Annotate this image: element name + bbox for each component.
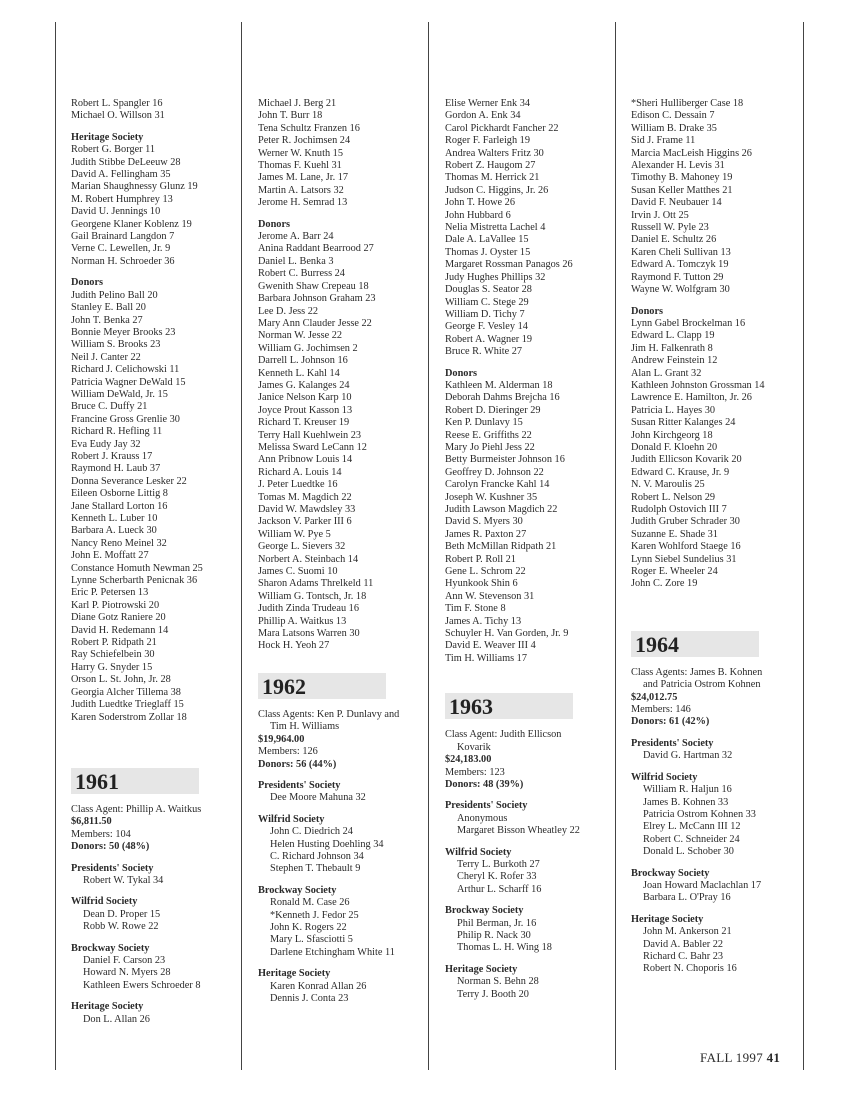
- donor-name: Kenneth L. Kahl 14: [258, 367, 340, 379]
- donor-name: Thomas L. H. Wing 18: [457, 942, 552, 954]
- donor-name: Betty Burmeister Johnson 16: [445, 454, 565, 466]
- donor-name: William W. Pye 5: [258, 528, 331, 540]
- donor-name: Mary Ann Clauder Jesse 22: [258, 317, 372, 329]
- page-number: 41: [766, 1050, 781, 1065]
- donor-name: Bruce C. Duffy 21: [71, 401, 148, 413]
- heritage-list: [445, 976, 580, 1001]
- donor-name: Patricia L. Hayes 30: [631, 404, 716, 416]
- donor-name: Geoffrey D. Johnson 22: [445, 466, 544, 478]
- donor-name: Dee Moore Mahuna 32: [270, 792, 366, 804]
- donor-name: Janice Nelson Karp 10: [258, 392, 352, 404]
- section-heading: Heritage Society: [71, 1001, 144, 1013]
- donor-name: Suzanne E. Shade 31: [631, 528, 718, 540]
- page-footer: [700, 1050, 780, 1066]
- class-agent: Class Agent: Judith Ellicson: [445, 729, 562, 741]
- donor-name: Daniel F. Carson 23: [83, 954, 166, 966]
- brockway-list: [631, 880, 765, 905]
- donor-name: Hock H. Yeoh 27: [258, 640, 330, 652]
- donor-name: William S. Brooks 23: [71, 339, 161, 351]
- donor-name: Sharon Adams Threlkeld 11: [258, 578, 374, 590]
- donor-name: James G. Kalanges 24: [258, 379, 350, 391]
- donor-name: Richard J. Celichowski 11: [71, 364, 180, 376]
- donor-name: Eric P. Petersen 13: [71, 587, 149, 599]
- wilfrid-list: [258, 826, 399, 876]
- donor-name: Jackson V. Parker III 6: [258, 516, 352, 528]
- donor-name: Roger E. Wheeler 24: [631, 566, 718, 578]
- section-heading: Donors: [631, 305, 664, 317]
- section-heading: Presidents' Society: [71, 862, 154, 874]
- donor-name: Darrell L. Johnson 16: [258, 355, 348, 367]
- donor-name: Robert J. Krauss 17: [71, 450, 153, 462]
- donor-name: Robert W. Tykal 34: [83, 874, 164, 886]
- section-heading: Presidents' Society: [445, 800, 528, 812]
- donor-name: Verne C. Lewellen, Jr. 9: [71, 243, 171, 255]
- donor-name: Lawrence E. Hamilton, Jr. 26: [631, 392, 752, 404]
- donor-name: Norman S. Behn 28: [457, 976, 539, 988]
- top-names-list: [71, 98, 203, 123]
- donors-count: Donors: 48 (39%): [445, 778, 524, 790]
- donor-name: David H. Redemann 14: [71, 624, 169, 636]
- donor-name: Andrew Feinstein 12: [631, 355, 718, 367]
- donor-name: Richard T. Kreuser 19: [258, 417, 350, 429]
- donor-name: Donna Severance Lesker 22: [71, 475, 187, 487]
- donor-name: James R. Paxton 27: [445, 528, 527, 540]
- donor-name: Terry L. Burkoth 27: [457, 858, 540, 870]
- donor-name: Dean D. Proper 15: [83, 908, 161, 920]
- donor-name: William B. Drake 35: [631, 122, 717, 134]
- heritage-list: [71, 144, 203, 268]
- column-3: [445, 98, 580, 1001]
- members-count: Members: 104: [71, 828, 131, 840]
- donor-name: Eileen Osborne Littig 8: [71, 488, 168, 500]
- donor-name: Neil J. Canter 22: [71, 351, 141, 363]
- class-agent: Class Agents: James B. Kohnen: [631, 666, 763, 678]
- donor-name: Helen Husting Doehling 34: [270, 838, 384, 850]
- donor-name: Margaret Rossman Panagos 26: [445, 259, 573, 271]
- column-rule-5: [803, 22, 804, 1070]
- donor-name: John T. Howe 26: [445, 197, 515, 209]
- donor-name: Joseph W. Kushner 35: [445, 491, 538, 503]
- donor-name: Thomas M. Herrick 21: [445, 172, 540, 184]
- donor-name: Beth McMillan Ridpath 21: [445, 541, 557, 553]
- year-banner: 1961: [71, 768, 199, 794]
- donor-name: Don L. Allan 26: [83, 1013, 150, 1025]
- class-agent-cont: Tim H. Williams: [270, 721, 340, 733]
- donor-name: Stephen T. Thebault 9: [270, 863, 361, 875]
- top-names-list: [445, 98, 580, 359]
- donor-name: Edward A. Tomczyk 19: [631, 259, 729, 271]
- brockway-list: [71, 955, 203, 992]
- donor-name: Thomas J. Oyster 15: [445, 246, 531, 258]
- donor-name: Patricia Wagner DeWald 15: [71, 376, 186, 388]
- donors-list: [445, 380, 580, 665]
- donor-name: Gene L. Schrom 22: [445, 566, 526, 578]
- donor-name: David A. Fellingham 35: [71, 169, 171, 181]
- donor-name: Nancy Reno Meinel 32: [71, 537, 167, 549]
- donor-name: Kathleen M. Alderman 18: [445, 379, 553, 391]
- donor-name: Judith Lawson Magdich 22: [445, 504, 558, 515]
- donor-name: Judith Gruber Schrader 30: [631, 516, 740, 528]
- donor-name: William G. Tontsch, Jr. 18: [258, 590, 367, 602]
- heritage-list: [631, 926, 765, 976]
- donor-name: Carol Pickhardt Fancher 22: [445, 122, 559, 134]
- donor-name: Judson C. Higgins, Jr. 26: [445, 184, 549, 196]
- donor-name: Robert C. Schneider 24: [643, 833, 740, 845]
- donor-name: John M. Ankerson 21: [643, 926, 732, 938]
- class-agent-cont: and Patricia Ostrom Kohnen: [643, 679, 761, 691]
- donor-name: Kenneth L. Luber 10: [71, 513, 158, 524]
- donor-name: Norman H. Schroeder 36: [71, 255, 175, 267]
- presidents-list: [258, 792, 399, 804]
- donor-name: Margaret Bisson Wheatley 22: [457, 825, 580, 837]
- donor-name: Melissa Sward LeCann 12: [258, 441, 367, 453]
- donor-name: C. Richard Johnson 34: [270, 850, 364, 862]
- donor-name: Roger F. Farleigh 19: [445, 135, 530, 147]
- class-agent: Class Agents: Ken P. Dunlavy and: [258, 708, 400, 720]
- donor-name: John K. Rogers 22: [270, 921, 347, 933]
- donor-name: Harry G. Snyder 15: [71, 661, 153, 673]
- donor-name: Douglas S. Seator 28: [445, 284, 532, 296]
- donor-name: Joyce Prout Kasson 13: [258, 404, 353, 416]
- donor-name: Lynn Gabel Brockelman 16: [631, 317, 746, 329]
- amount: $6,811.50: [71, 816, 112, 828]
- donor-name: Norbert A. Steinbach 14: [258, 553, 359, 565]
- donor-name: William G. Jochimsen 2: [258, 342, 358, 354]
- donor-name: Phillip A. Waitkus 13: [258, 615, 347, 627]
- donor-name: Edison C. Dessain 7: [631, 110, 715, 122]
- section-heading: Brockway Society: [445, 905, 524, 917]
- donor-name: Constance Homuth Newman 25: [71, 562, 203, 574]
- donor-name: Edward L. Clapp 19: [631, 330, 715, 342]
- donor-name: Peter R. Jochimsen 24: [258, 135, 351, 147]
- donor-name: Thomas F. Kuehl 31: [258, 160, 342, 172]
- donor-name: Karen Cheli Sullivan 13: [631, 246, 731, 258]
- top-names-list: [631, 98, 765, 297]
- donor-name: Reese E. Griffiths 22: [445, 429, 532, 441]
- members-count: Members: 146: [631, 704, 691, 716]
- donor-name: Karen Wohlford Staege 16: [631, 541, 741, 553]
- donor-name: Gordon A. Enk 34: [445, 110, 521, 122]
- donors-count: Donors: 61 (42%): [631, 716, 710, 728]
- donor-name: William DeWald, Jr. 15: [71, 388, 168, 400]
- donor-name: Kathleen Johnston Grossman 14: [631, 379, 765, 391]
- donor-name: Robb W. Rowe 22: [83, 921, 159, 933]
- donor-name: Lynne Scherbarth Penicnak 36: [71, 575, 198, 587]
- donor-name: Ann W. Stevenson 31: [445, 590, 535, 602]
- donor-name: Jim H. Falkenrath 8: [631, 342, 713, 354]
- donor-name: Carolyn Francke Kahl 14: [445, 479, 550, 491]
- donor-name: Ronald M. Case 26: [270, 897, 350, 909]
- donor-name: David G. Hartman 32: [643, 750, 733, 762]
- donor-name: Elrey L. McCann III 12: [643, 821, 741, 833]
- donor-name: Robert D. Dieringer 29: [445, 404, 541, 416]
- donor-name: Georgia Alcher Tillema 38: [71, 686, 181, 698]
- donor-name: Edward C. Krause, Jr. 9: [631, 466, 730, 478]
- donor-name: Dennis J. Conta 23: [270, 993, 349, 1004]
- donor-name: Elise Werner Enk 34: [445, 98, 531, 109]
- section-heading: Donors: [71, 277, 104, 289]
- section-heading: Presidents' Society: [631, 737, 714, 749]
- donor-name: Mara Latsons Warren 30: [258, 628, 360, 640]
- donor-name: Karen Soderstrom Zollar 18: [71, 711, 187, 723]
- donor-name: Robert L. Spangler 16: [71, 98, 163, 109]
- donor-name: Martin A. Latsors 32: [258, 184, 344, 196]
- donor-name: John E. Moffatt 27: [71, 550, 149, 562]
- donor-name: Marcia MacLeish Higgins 26: [631, 147, 752, 159]
- donor-name: Sid J. Frame 11: [631, 135, 696, 147]
- year-banner: 1964: [631, 631, 759, 657]
- donor-name: Lynn Siebel Sundelius 31: [631, 553, 737, 565]
- year-banner: 1962: [258, 673, 386, 699]
- section-heading: Wilfrid Society: [258, 813, 325, 825]
- section-heading: Wilfrid Society: [445, 846, 512, 858]
- brockway-list: [258, 897, 399, 959]
- donor-name: Jane Stallard Lorton 16: [71, 500, 168, 512]
- donor-name: Robert G. Borger 11: [71, 144, 156, 156]
- top-names-list: [258, 98, 399, 210]
- donors-list: [258, 231, 399, 653]
- donor-name: Hyunkook Shin 6: [445, 578, 518, 590]
- donor-name: *Kenneth J. Fedor 25: [270, 909, 359, 921]
- wilfrid-list: [631, 784, 765, 858]
- donor-name: James C. Suomi 10: [258, 566, 338, 578]
- donor-name: Bruce R. White 27: [445, 346, 523, 358]
- donor-name: Donald L. Schober 30: [643, 846, 734, 858]
- section-heading: Wilfrid Society: [631, 771, 698, 783]
- donor-name: Bonnie Meyer Brooks 23: [71, 326, 176, 338]
- donor-name: George F. Vesley 14: [445, 321, 528, 333]
- donor-name: William R. Haljun 16: [643, 784, 732, 796]
- donor-name: Gwenith Shaw Crepeau 18: [258, 280, 369, 292]
- donor-name: Orson L. St. John, Jr. 28: [71, 674, 171, 686]
- donor-name: John Hubbard 6: [445, 209, 511, 221]
- donor-name: Judith Zinda Trudeau 16: [258, 603, 359, 615]
- donor-name: Eva Eudy Jay 32: [71, 438, 141, 450]
- donor-name: Lee D. Jess 22: [258, 305, 319, 317]
- donor-name: Barbara L. O'Pray 16: [643, 892, 731, 904]
- donor-name: Ann Pribnow Louis 14: [258, 454, 353, 466]
- donor-name: Andrea Walters Fritz 30: [445, 147, 544, 159]
- members-count: Members: 123: [445, 766, 505, 778]
- donor-name: Karen Konrad Allan 26: [270, 980, 367, 992]
- donor-name: Tim F. Stone 8: [445, 603, 506, 615]
- section-heading: Heritage Society: [258, 968, 331, 980]
- donor-name: Werner W. Knuth 15: [258, 147, 343, 159]
- donor-name: David S. Myers 30: [445, 516, 523, 528]
- section-heading: Presidents' Society: [258, 779, 341, 791]
- donor-name: Judith Pelino Ball 20: [71, 289, 158, 301]
- column-rule-4: [615, 22, 616, 1070]
- donor-name: David A. Babler 22: [643, 938, 724, 950]
- donor-name: Judith Stibbe DeLeeuw 28: [71, 156, 181, 168]
- donor-name: Georgene Klaner Koblenz 19: [71, 218, 192, 230]
- section-heading: Wilfrid Society: [71, 896, 138, 908]
- donor-name: David E. Weaver III 4: [445, 640, 536, 652]
- column-rule-2: [241, 22, 242, 1070]
- donor-name: James B. Kohnen 33: [643, 796, 729, 808]
- donor-name: Ken P. Dunlavy 15: [445, 417, 523, 429]
- donor-name: Jerome A. Barr 24: [258, 231, 334, 243]
- section-heading: Donors: [258, 218, 291, 230]
- donor-name: William C. Stege 29: [445, 296, 529, 308]
- donor-name: Tomas M. Magdich 22: [258, 491, 352, 503]
- donor-name: John T. Benka 27: [71, 314, 143, 326]
- donor-name: J. Peter Luedtke 16: [258, 479, 338, 491]
- donor-name: Philip R. Nack 30: [457, 929, 531, 941]
- column-2: [258, 98, 399, 1005]
- section-heading: Brockway Society: [71, 942, 150, 954]
- donor-name: George L. Sievers 32: [258, 541, 346, 553]
- donor-name: Robert P. Ridpath 21: [71, 637, 157, 649]
- donor-name: Timothy B. Mahoney 19: [631, 172, 733, 184]
- column-4: [631, 98, 765, 976]
- donor-name: Judith Luedtke Trieglaff 15: [71, 699, 184, 711]
- donor-name: Marian Shaughnessy Glunz 19: [71, 181, 198, 193]
- donor-name: Richard R. Hefling 11: [71, 426, 163, 438]
- donor-name: Schuyler H. Van Gorden, Jr. 9: [445, 628, 569, 640]
- donor-name: Mary Jo Piehl Jess 22: [445, 441, 535, 453]
- donor-name: John C. Diedrich 24: [270, 826, 353, 838]
- donor-name: Jerome H. Semrad 13: [258, 197, 348, 209]
- donor-name: Robert Z. Haugom 27: [445, 160, 536, 172]
- donor-name: Wayne W. Wolfgram 30: [631, 284, 730, 296]
- donor-name: John Kirchgeorg 18: [631, 429, 713, 441]
- presidents-list: [71, 875, 203, 887]
- donor-name: David W. Mawdsley 33: [258, 504, 356, 515]
- donor-name: Patricia Ostrom Kohnen 33: [643, 808, 756, 820]
- donor-name: Joan Howard Maclachlan 17: [643, 879, 762, 891]
- donor-name: Kathleen Ewers Schroeder 8: [83, 979, 201, 991]
- column-rule-3: [428, 22, 429, 1070]
- donor-name: Susan Keller Matthes 21: [631, 184, 733, 196]
- donor-name: Nelia Mistretta Lachel 4: [445, 222, 546, 234]
- wilfrid-list: [445, 859, 580, 896]
- section-heading: Heritage Society: [445, 963, 518, 975]
- section-heading: Brockway Society: [258, 884, 337, 896]
- donor-name: Raymond F. Tutton 29: [631, 271, 724, 283]
- donor-name: Donald F. Kloehn 20: [631, 441, 718, 453]
- wilfrid-list: [71, 909, 203, 934]
- donor-name: Raymond H. Laub 37: [71, 463, 161, 475]
- donor-name: Arthur L. Scharff 16: [457, 883, 542, 895]
- donor-name: N. V. Maroulis 25: [631, 479, 705, 491]
- column-1: [71, 98, 203, 1026]
- heritage-list-2: [71, 1014, 203, 1026]
- section-heading: Donors: [445, 367, 478, 379]
- column-rule-1: [55, 22, 56, 1070]
- donor-name: Irvin J. Ott 25: [631, 209, 689, 221]
- donor-name: Howard N. Myers 28: [83, 967, 171, 979]
- donors-count: Donors: 56 (44%): [258, 758, 337, 770]
- donors-count: Donors: 50 (48%): [71, 841, 150, 853]
- donor-name: Alexander H. Levis 31: [631, 160, 725, 172]
- donor-name: Richard C. Bahr 23: [643, 950, 724, 962]
- donor-name: Cheryl K. Rofer 33: [457, 871, 537, 883]
- donor-name: Dale A. LaVallee 15: [445, 234, 529, 246]
- donor-name: Barbara Johnson Graham 23: [258, 293, 376, 305]
- donor-name: John C. Zore 19: [631, 578, 698, 590]
- donor-name: Robert C. Burress 24: [258, 268, 345, 280]
- donors-list: [71, 290, 203, 724]
- donor-name: Judy Hughes Phillips 32: [445, 271, 546, 283]
- donor-name: James M. Lane, Jr. 17: [258, 172, 349, 184]
- heritage-list: [258, 981, 399, 1006]
- donor-name: Susan Ritter Kalanges 24: [631, 417, 736, 429]
- donor-name: Daniel E. Schultz 26: [631, 234, 717, 246]
- donor-name: Stanley E. Ball 20: [71, 302, 146, 314]
- donor-name: David F. Neubauer 14: [631, 197, 722, 209]
- donor-name: Tim H. Williams 17: [445, 652, 527, 664]
- donor-name: Michael J. Berg 21: [258, 98, 337, 109]
- donor-name: Norman W. Jesse 22: [258, 330, 343, 342]
- donor-name: David U. Jennings 10: [71, 206, 161, 218]
- donor-name: Robert L. Nelson 29: [631, 491, 716, 503]
- class-agent-cont: Kovarik: [457, 741, 491, 753]
- presidents-list: [445, 813, 580, 838]
- amount: $24,183.00: [445, 754, 492, 766]
- donor-name: Robert P. Roll 21: [445, 553, 516, 565]
- donor-name: Russell W. Pyle 23: [631, 222, 709, 234]
- donor-name: M. Robert Humphrey 13: [71, 193, 173, 205]
- donor-name: Francine Gross Grenlie 30: [71, 413, 180, 425]
- donor-name: Robert N. Choporis 16: [643, 963, 737, 975]
- donor-name: William D. Tichy 7: [445, 308, 525, 320]
- donor-name: Darlene Etchingham White 11: [270, 946, 395, 958]
- donor-name: James A. Tichy 13: [445, 615, 522, 627]
- donor-name: Rudolph Ostovich III 7: [631, 504, 727, 515]
- donor-name: Gail Brainard Langdon 7: [71, 231, 175, 243]
- donor-name: Ray Schiefelbein 30: [71, 649, 155, 661]
- donor-name: Karl P. Piotrowski 20: [71, 599, 160, 611]
- members-count: Members: 126: [258, 746, 318, 758]
- amount: $24,012.75: [631, 691, 678, 703]
- donor-name: Daniel L. Benka 3: [258, 255, 334, 267]
- donor-name: Terry Hall Kuehlwein 23: [258, 429, 362, 441]
- donor-name: Anina Raddant Bearrood 27: [258, 243, 374, 255]
- issue-label: FALL 1997: [700, 1050, 764, 1065]
- donor-name: Tena Schultz Franzen 16: [258, 122, 360, 134]
- amount: $19,964.00: [258, 733, 305, 745]
- section-heading: Brockway Society: [631, 867, 710, 879]
- donor-name: Michael O. Willson 31: [71, 110, 165, 122]
- donors-list: [631, 318, 765, 591]
- donor-name: Deborah Dahms Brejcha 16: [445, 392, 560, 404]
- donor-name: Anonymous: [457, 812, 508, 824]
- class-agent: Class Agent: Phillip A. Waitkus: [71, 803, 202, 815]
- donor-name: Alan L. Grant 32: [631, 367, 702, 379]
- section-heading: Heritage Society: [71, 131, 144, 143]
- brockway-list: [445, 918, 580, 955]
- donor-name: Diane Gotz Raniere 20: [71, 612, 166, 624]
- donor-name: Judith Ellicson Kovarik 20: [631, 454, 742, 466]
- donor-name: Barbara A. Lueck 30: [71, 525, 157, 537]
- donor-name: Terry J. Booth 20: [457, 988, 529, 1000]
- donor-name: Richard A. Louis 14: [258, 466, 342, 478]
- year-banner: 1963: [445, 693, 573, 719]
- donor-name: Robert A. Wagner 19: [445, 333, 533, 345]
- donor-name: *Sheri Hulliberger Case 18: [631, 98, 744, 109]
- donor-name: John T. Burr 18: [258, 110, 323, 122]
- donor-name: Phil Berman, Jr. 16: [457, 917, 537, 929]
- donor-name: Mary L. Sfasciotti 5: [270, 934, 353, 946]
- section-heading: Heritage Society: [631, 913, 704, 925]
- presidents-list: [631, 750, 765, 762]
